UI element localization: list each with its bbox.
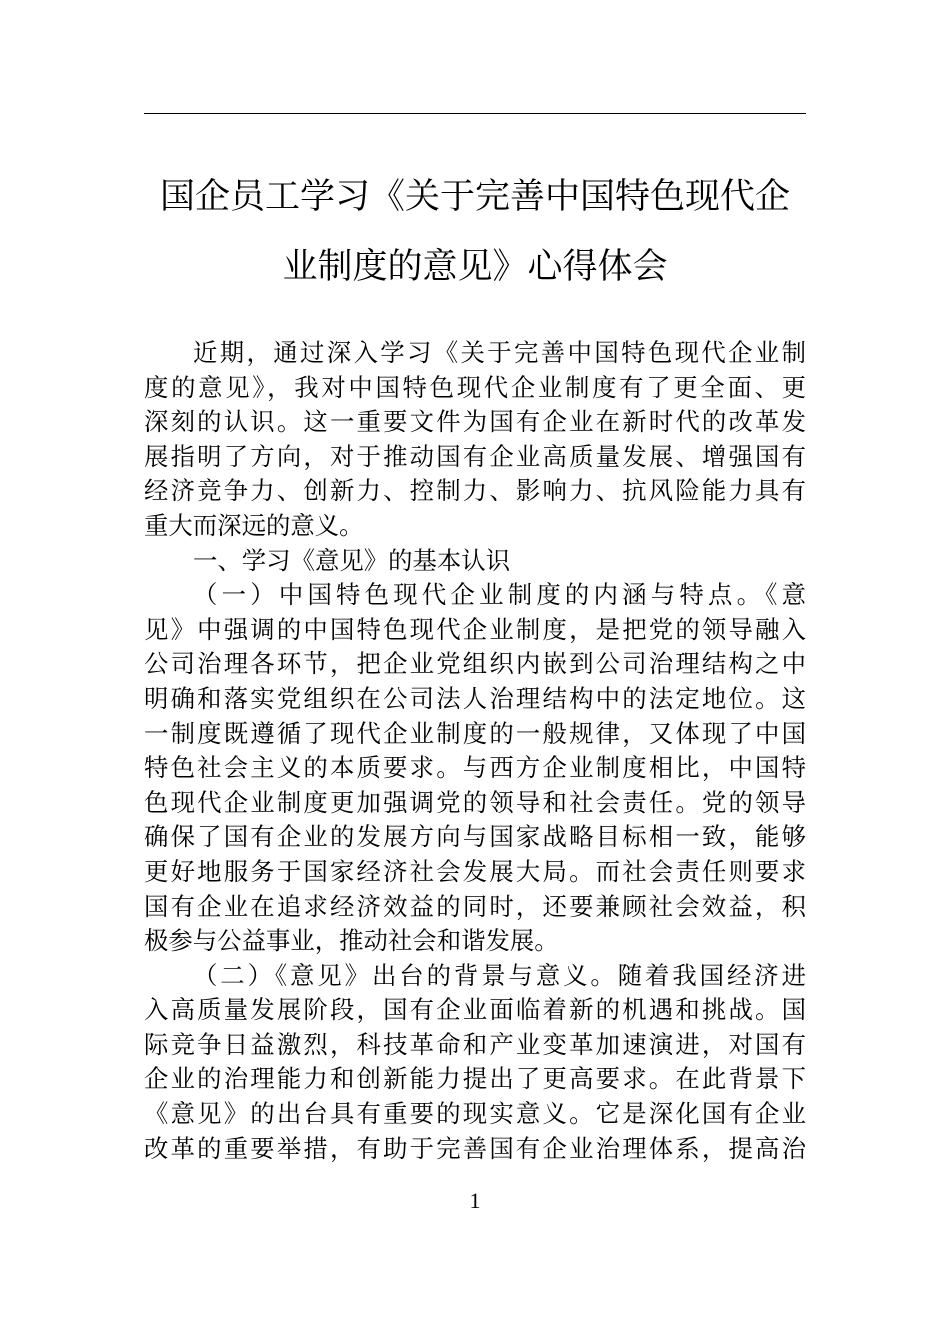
page-number: 1 bbox=[469, 1188, 481, 1213]
body-line: 一制度既遵循了现代企业制度的一般规律，又体现了中国 bbox=[144, 718, 806, 748]
body-line: 展指明了方向，对于推动国有企业高质量发展、增强国有 bbox=[144, 441, 806, 471]
body-line: 近期，通过深入学习《关于完善中国特色现代企业制 bbox=[193, 338, 806, 367]
title-line: 业制度的意见》心得体会 bbox=[282, 247, 668, 287]
document-title bbox=[120, 162, 830, 302]
body-line: 深刻的认识。这一重要文件为国有企业在新时代的改革发 bbox=[144, 407, 806, 437]
title-line: 国企员工学习《关于完善中国特色现代企 bbox=[159, 177, 790, 217]
body-line: 重大而深远的意义。 bbox=[144, 510, 364, 540]
body-line: 入高质量发展阶段，国有企业面临着新的机遇和挑战。国 bbox=[144, 995, 806, 1025]
document-body bbox=[144, 336, 806, 1166]
body-line: 极参与公益事业，推动社会和谐发展。 bbox=[144, 926, 559, 956]
header-rule bbox=[144, 113, 806, 114]
body-line: 见》中强调的中国特色现代企业制度，是把党的领导融入 bbox=[144, 614, 806, 644]
body-line: 确保了国有企业的发展方向与国家战略目标相一致，能够 bbox=[144, 822, 806, 852]
body-line: 一、学习《意见》的基本认识 bbox=[193, 545, 511, 575]
body-line: （一）中国特色现代企业制度的内涵与特点。《意 bbox=[193, 580, 806, 610]
body-line: 更好地服务于国家经济社会发展大局。而社会责任则要求 bbox=[144, 856, 806, 886]
body-line: 经济竞争力、创新力、控制力、影响力、抗风险能力具有 bbox=[144, 476, 806, 506]
body-line: 特色社会主义的本质要求。与西方企业制度相比，中国特 bbox=[144, 753, 806, 783]
body-line: （二）《意见》出台的背景与意义。随着我国经济进 bbox=[193, 960, 806, 990]
body-line: 国有企业在追求经济效益的同时，还要兼顾社会效益，积 bbox=[144, 891, 806, 921]
body-line: 明确和落实党组织在公司法人治理结构中的法定地位。这 bbox=[144, 683, 806, 713]
body-line: 度的意见》，我对中国特色现代企业制度有了更全面、更 bbox=[144, 372, 806, 402]
body-line: 企业的治理能力和创新能力提出了更高要求。在此背景下 bbox=[144, 1064, 806, 1094]
body-line: 色现代企业制度更加强调党的领导和社会责任。党的领导 bbox=[144, 787, 806, 817]
body-line: 《意见》的出台具有重要的现实意义。它是深化国有企业 bbox=[144, 1099, 806, 1129]
body-line: 改革的重要举措，有助于完善国有企业治理体系，提高治 bbox=[144, 1133, 806, 1163]
body-line: 际竞争日益激烈，科技革命和产业变革加速演进，对国有 bbox=[144, 1029, 806, 1059]
body-line: 公司治理各环节，把企业党组织内嵌到公司治理结构之中 bbox=[144, 649, 806, 679]
